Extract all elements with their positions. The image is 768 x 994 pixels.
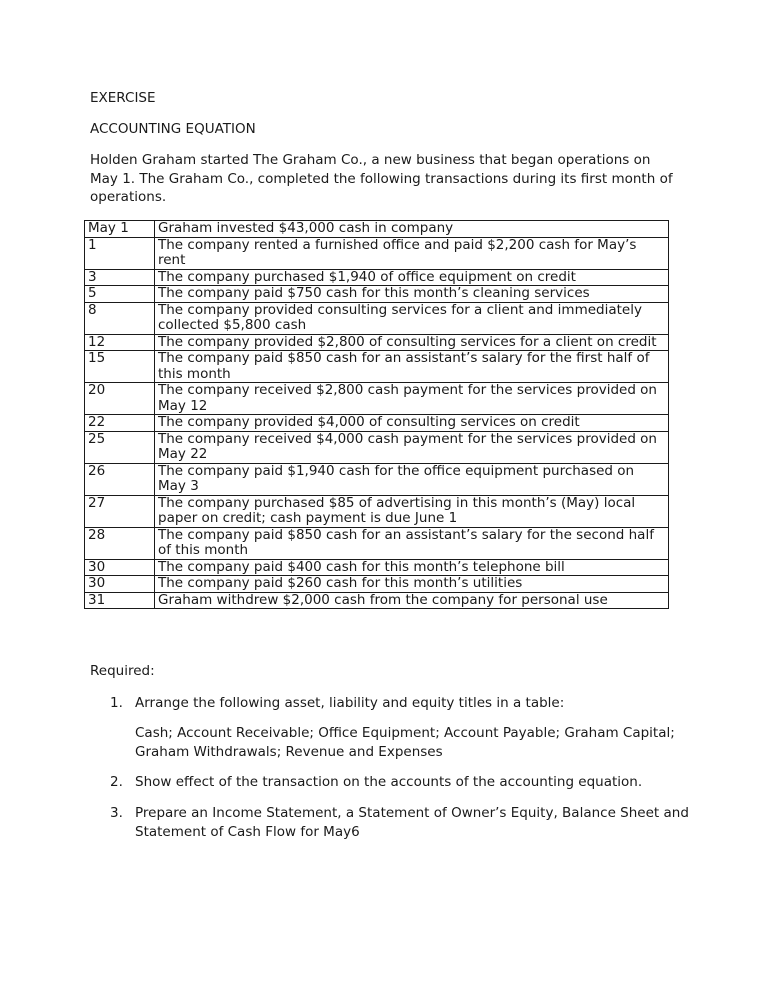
- transaction-date: 27: [85, 495, 155, 527]
- transaction-date: 5: [85, 286, 155, 303]
- transaction-description: The company paid $1,940 cash for the office equipment purchased on May 3: [155, 463, 669, 495]
- transaction-date: 26: [85, 463, 155, 495]
- transaction-description: The company paid $850 cash for an assistant’s salary for the second half of this month: [155, 527, 669, 559]
- transaction-description: The company rented a furnished office and paid $2,200 cash for May’s rent: [155, 237, 669, 269]
- transaction-row: [85, 559, 669, 576]
- transaction-row: [85, 237, 669, 269]
- transactions-table: [84, 220, 669, 609]
- transaction-row: [85, 221, 669, 238]
- transaction-description: The company purchased $1,940 of office equipment on credit: [155, 269, 669, 286]
- transaction-date: May 1: [85, 221, 155, 238]
- required-item-text: Arrange the following asset, liability and equity titles in a table:: [135, 695, 565, 711]
- transaction-row: [85, 592, 669, 609]
- transaction-description: The company paid $750 cash for this month’s cleaning services: [155, 286, 669, 303]
- transaction-description: The company received $4,000 cash payment for the services provided on May 22: [155, 431, 669, 463]
- transaction-date: 30: [85, 576, 155, 593]
- intro-paragraph: Holden Graham started The Graham Co., a new business that began operations on May 1. The Graham Co., completed the following transactions during its first month of operations.: [90, 152, 673, 205]
- transaction-description: The company provided consulting services for a client and immediately collected $5,800 cash: [155, 302, 669, 334]
- required-item-number: 3.: [110, 805, 123, 821]
- required-item-text: Cash; Account Receivable; Office Equipment; Account Payable; Graham Capital; Graham Withdrawals; Revenue and Expenses: [135, 725, 675, 760]
- transaction-date: 12: [85, 334, 155, 351]
- required-item-text: Show effect of the transaction on the accounts of the accounting equation.: [135, 774, 643, 790]
- transaction-description: The company provided $4,000 of consulting services on credit: [155, 415, 669, 432]
- transaction-date: 31: [85, 592, 155, 609]
- transaction-row: [85, 495, 669, 527]
- transaction-description: The company purchased $85 of advertising in this month’s (May) local paper on credit; cash payment is due June 1: [155, 495, 669, 527]
- required-item-text: Prepare an Income Statement, a Statement of Owner’s Equity, Balance Sheet and Statement of Cash Flow for May6: [135, 805, 689, 840]
- transaction-description: The company received $2,800 cash payment for the services provided on May 12: [155, 383, 669, 415]
- transaction-description: The company paid $400 cash for this month’s telephone bill: [155, 559, 669, 576]
- required-label: Required:: [90, 663, 155, 679]
- transaction-row: [85, 269, 669, 286]
- transaction-row: [85, 463, 669, 495]
- transaction-description: Graham invested $43,000 cash in company: [155, 221, 669, 238]
- transaction-row: [85, 527, 669, 559]
- transaction-row: [85, 415, 669, 432]
- transaction-row: [85, 351, 669, 383]
- exercise-heading: EXERCISE: [90, 90, 156, 106]
- transaction-row: [85, 383, 669, 415]
- transaction-date: 22: [85, 415, 155, 432]
- transaction-date: 25: [85, 431, 155, 463]
- required-item-number: 2.: [110, 774, 123, 790]
- transaction-date: 20: [85, 383, 155, 415]
- transaction-row: [85, 286, 669, 303]
- transaction-description: The company paid $850 cash for an assistant’s salary for the first half of this month: [155, 351, 669, 383]
- required-item-number: 1.: [110, 695, 123, 711]
- transaction-row: [85, 576, 669, 593]
- transaction-description: The company provided $2,800 of consulting services for a client on credit: [155, 334, 669, 351]
- transaction-date: 28: [85, 527, 155, 559]
- transaction-row: [85, 334, 669, 351]
- transaction-row: [85, 302, 669, 334]
- transaction-date: 8: [85, 302, 155, 334]
- transaction-row: [85, 431, 669, 463]
- transaction-description: The company paid $260 cash for this month’s utilities: [155, 576, 669, 593]
- transaction-date: 15: [85, 351, 155, 383]
- transaction-description: Graham withdrew $2,000 cash from the company for personal use: [155, 592, 669, 609]
- transaction-date: 30: [85, 559, 155, 576]
- transaction-date: 3: [85, 269, 155, 286]
- topic-heading: ACCOUNTING EQUATION: [90, 121, 256, 137]
- transaction-date: 1: [85, 237, 155, 269]
